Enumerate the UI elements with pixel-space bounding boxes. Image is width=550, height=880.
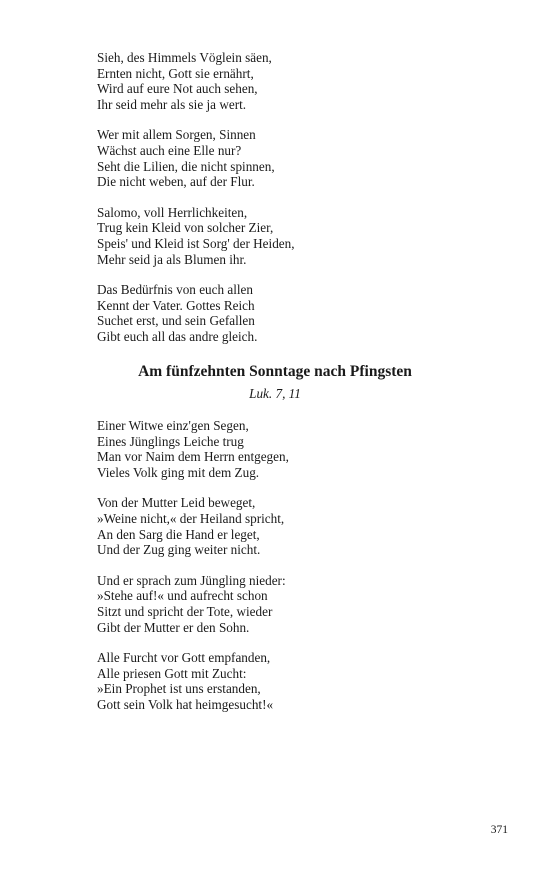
verse-line: Und er sprach zum Jüngling nieder: bbox=[97, 572, 286, 588]
poem-title: Am fünfzehnten Sonntage nach Pfingsten bbox=[138, 363, 412, 380]
stanza bbox=[97, 418, 497, 480]
verse-line: Seht die Lilien, die nicht spinnen, bbox=[97, 158, 275, 174]
verse-line: Die nicht weben, auf der Flur. bbox=[97, 174, 255, 190]
stanza bbox=[97, 205, 497, 267]
verse-line: »Ein Prophet ist uns erstanden, bbox=[97, 681, 261, 697]
stanza bbox=[97, 573, 497, 635]
verse-line: An den Sarg die Hand er leget, bbox=[97, 526, 260, 542]
verse-line: »Weine nicht,« der Heiland spricht, bbox=[97, 510, 285, 526]
verse-line: Ihr seid mehr als sie ja wert. bbox=[97, 96, 247, 112]
verse-line: Und der Zug ging weiter nicht. bbox=[97, 542, 261, 558]
verse-line: Wer mit allem Sorgen, Sinnen bbox=[97, 127, 256, 143]
verse-line: Wird auf eure Not auch sehen, bbox=[97, 81, 258, 97]
verse-line: Wächst auch eine Elle nur? bbox=[97, 142, 242, 158]
verse-line: Mehr seid ja als Blumen ihr. bbox=[97, 251, 247, 267]
poem-new bbox=[97, 418, 497, 728]
verse-line: Sitzt und spricht der Tote, wieder bbox=[97, 603, 273, 619]
verse-line: Von der Mutter Leid beweget, bbox=[97, 495, 256, 511]
bible-reference: Luk. 7, 11 bbox=[249, 386, 301, 401]
verse-line: Alle priesen Gott mit Zucht: bbox=[97, 665, 247, 681]
verse-line: Sieh, des Himmels Vöglein säen, bbox=[97, 50, 272, 65]
verse-line: Salomo, voll Herrlichkeiten, bbox=[97, 204, 248, 220]
stanza bbox=[97, 127, 497, 189]
verse-line: Kennt der Vater. Gottes Reich bbox=[97, 297, 255, 313]
verse-line: Ernten nicht, Gott sie ernährt, bbox=[97, 65, 254, 81]
verse-line: Man vor Naim dem Herrn entgegen, bbox=[97, 449, 289, 465]
verse-line: Gibt der Mutter er den Sohn. bbox=[97, 619, 250, 635]
page-number: 371 bbox=[490, 824, 508, 836]
verse-line: Gott sein Volk hat heimgesucht!« bbox=[97, 696, 274, 712]
stanza bbox=[97, 650, 497, 712]
stanza bbox=[97, 282, 497, 344]
stanza bbox=[97, 50, 497, 112]
verse-line: Das Bedürfnis von euch allen bbox=[97, 282, 254, 298]
verse-line: Trug kein Kleid von solcher Zier, bbox=[97, 220, 274, 236]
poem-continued bbox=[97, 50, 497, 360]
verse-line: Alle Furcht vor Gott empfanden, bbox=[97, 650, 271, 666]
verse-line: Suchet erst, und sein Gefallen bbox=[97, 313, 255, 329]
verse-line: Eines Jünglings Leiche trug bbox=[97, 433, 244, 449]
verse-line: Einer Witwe einz'gen Segen, bbox=[97, 418, 249, 433]
verse-line: Speis' und Kleid ist Sorg' der Heiden, bbox=[97, 235, 295, 251]
verse-line: Gibt euch all das andre gleich. bbox=[97, 328, 258, 344]
stanza bbox=[97, 495, 497, 557]
verse-line: Vieles Volk ging mit dem Zug. bbox=[97, 464, 260, 480]
verse-line: »Stehe auf!« und aufrecht schon bbox=[97, 588, 268, 604]
